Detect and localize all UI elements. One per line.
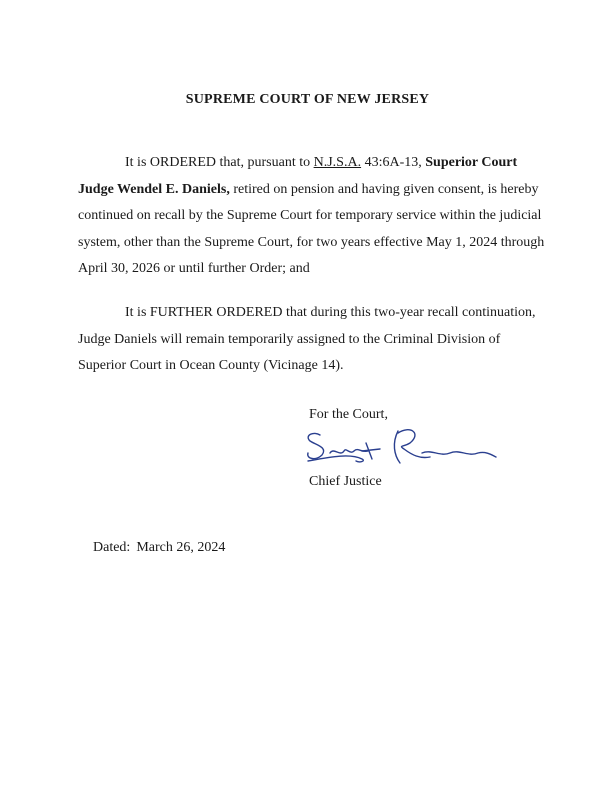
order-paragraph-2: It is FURTHER ORDERED that during this two-year recall continuation, Judge Daniels will remain temporarily assigned to the Criminal Division of Superior Court in Ocean County (Vicinage 14). <box>78 305 536 373</box>
order-lead: It is ORDERED that, pursuant to <box>125 155 314 170</box>
signature-image <box>300 423 500 473</box>
dated-value: March 26, 2024 <box>136 540 226 555</box>
court-title: SUPREME COURT OF NEW JERSEY <box>185 92 430 107</box>
order-paragraph-1 <box>78 150 548 283</box>
statute-section: 43:6A-13, <box>361 155 426 170</box>
chief-justice-title: Chief Justice <box>309 474 382 489</box>
order-body: retired on pension and having given consent, is hereby continued on recall by the Supreme Court for temporary service within the judicial system, other than the Supreme Court, for two years effective May 1, 2024 through April 30, 2026 or until further Order; and <box>78 181 545 276</box>
dated-label: Dated: <box>93 540 131 555</box>
dated-line <box>93 540 225 556</box>
statute-reference: N.J.S.A. <box>313 155 362 170</box>
closing-line: For the Court, <box>309 407 388 422</box>
judge-name: Superior Court Judge Wendel E. Daniels, <box>78 155 518 197</box>
